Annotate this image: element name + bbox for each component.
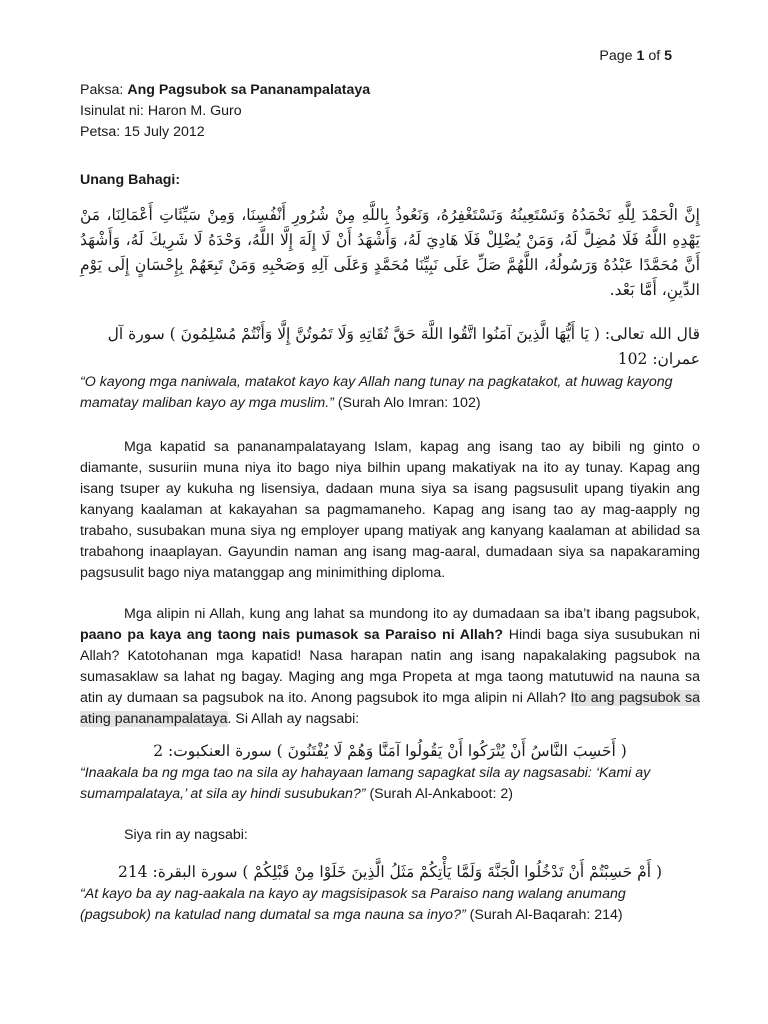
topic-label: Paksa: [80, 82, 128, 98]
page-current: 1 [636, 48, 645, 64]
verse-arabic: ( أَحَسِبَ النَّاسُ أَنْ يُتْرَكُوا أَنْ يَقُولُوا آمَنَّا وَهُمْ لَا يُفْتَنُونَ ) سورة العنكبوت: 2 [153, 742, 627, 760]
page-label: Page [599, 48, 637, 64]
paragraph-text: Mga alipin ni Allah, kung ang lahat sa mundong ito ay dumadaan sa iba’t ibang pagsubok, [124, 606, 700, 622]
paragraph: Siya rin ay nagsabi: [124, 827, 248, 843]
page-sep: of [644, 48, 665, 64]
paragraph [80, 604, 700, 730]
date-label: Petsa: [80, 124, 125, 140]
paragraph-text: Hindi baga siya susubukan ni Allah? Katotohanan mga kapatid! Nasa harapan natin ang isang napakalaking pagsubok na sumasaklaw sa lahat ng bagay. Maging ang mga Propeta at mga taong matutuwid na nauna sa atin ay dumaan sa pagsubok na ito. Anong pagsubok ito mga alipin ni Allah? [80, 627, 701, 706]
highlighted-text: Ito ang pagsubok sa ating pananampalataya [80, 690, 700, 727]
verse-arabic: قال الله تعالى: ( يَا أَيُّهَا الَّذِينَ آمَنُوا اتَّقُوا اللَّهَ حَقَّ تُقَاتِهِ وَلَا تَمُوتُنَّ إِلَّا وَأَنْتُمْ مُسْلِمُونَ ) سورة آل عمران: 102 [107, 325, 700, 368]
paragraph: Mga kapatid sa pananampalatayang Islam, kapag ang isang tao ay bibili ng ginto o diamante, susuriin muna niya ito bago niya bilhin upang makatiyak na ito ay tunay. Kapag ang isang tsuper ay kukuha ng lisensiya, dadaan muna siya sa isang pagsusulit upang tiyakin ang kanyang kaalaman at kakayahan sa pagmamaneho. Kapag ang isang tao ay mag-aapply ng trabaho, susubakan muna siya ng employer upang matiyak ang kanyang kaalaman at abilidad sa trabahong inaaplayan. Gayundin naman ang isang mag-aaral, dumadaan siya sa napakaraming pagsusulit bago niya matanggap ang minimithing diploma. [80, 439, 700, 581]
topic-value: Ang Pagsubok sa Pananampalataya [127, 82, 371, 98]
verse-translation-text: “At kayo ba ay nag-aakala na kayo ay magsisipasok sa Paraiso nang walang anumang (pagsubok) na katulad nang dumatal sa mga nauna sa inyo?” [80, 886, 626, 923]
verse-reference: (Surah Alo Imran: 102) [333, 395, 481, 411]
verse-arabic: ( أَمْ حَسِبْتُمْ أَنْ تَدْخُلُوا الْجَنَّةَ وَلَمَّا يَأْتِكُمْ مَثَلُ الَّذِينَ خَلَوْا مِنْ قَبْلِكُمْ ) سورة البقرة: 214 [117, 863, 663, 881]
page-total: 5 [664, 48, 672, 64]
verse-translation [80, 884, 700, 926]
date-value: 15 July 2012 [124, 124, 205, 140]
page-number [599, 46, 672, 67]
verse-translation-text: “Inaakala ba ng mga tao na sila ay hahayaan lamang sapagkat sila ay nagsasabi: ‘Kami ay sumampalataya,’ at sila ay hindi susubukan?” [80, 765, 651, 802]
khutbah-opening-arabic: إِنَّ الْحَمْدَ لِلَّهِ نَحْمَدُهُ وَنَسْتَعِينُهُ وَنَسْتَغْفِرُهُ، وَنَعُوذُ بِاللَّهِ مِنْ شُرُورِ أَنْفُسِنَا، وَمِنْ سَيِّئَاتِ أَعْمَالِنَا، مَنْ يَهْدِهِ اللَّهُ فَلَا مُضِلَّ لَهُ، وَمَنْ يُضْلِلْ فَلَا هَادِيَ لَهُ، وَأَشْهَدُ أَنْ لَا إِلَهَ إِلَّا اللَّهُ، وَحْدَهُ لَا شَرِيكَ لَهُ، وَأَشْهَدُ أَنَّ مُحَمَّدًا عَبْدُهُ وَرَسُولُهُ، اللَّهُمَّ صَلِّ عَلَى نَبِيِّنَا مُحَمَّدٍ وَعَلَى آلِهِ وَصَحْبِهِ وَمَنْ تَبِعَهُمْ بِإِحْسَانٍ إِلَى يَوْمِ الدِّينِ، أَمَّا بَعْد. [80, 206, 700, 299]
verse-reference: (Surah Al-Ankaboot: 2) [365, 786, 513, 802]
paragraph-text: . Si Allah ay nagsabi: [227, 711, 360, 727]
author-label: Isinulat ni: [80, 103, 148, 119]
verse-translation-text: “O kayong mga naniwala, matakot kayo kay Allah nang tunay na pagkatakot, at huwag kayong mamatay maliban kayo ay mga muslim.” [80, 374, 673, 411]
verse-translation [80, 372, 700, 414]
verse-translation [80, 763, 700, 805]
author-value: Haron M. Guro [147, 103, 242, 119]
document-meta [80, 80, 700, 143]
document-body [80, 80, 700, 926]
section-heading: Unang Bahagi: [80, 172, 181, 188]
author-line [80, 101, 700, 122]
paragraph-emphasis: paano pa kaya ang taong nais pumasok sa Paraiso ni Allah? [80, 627, 504, 643]
date-line [80, 122, 700, 143]
verse-reference: (Surah Al-Baqarah: 214) [465, 907, 623, 923]
topic-line [80, 80, 700, 101]
